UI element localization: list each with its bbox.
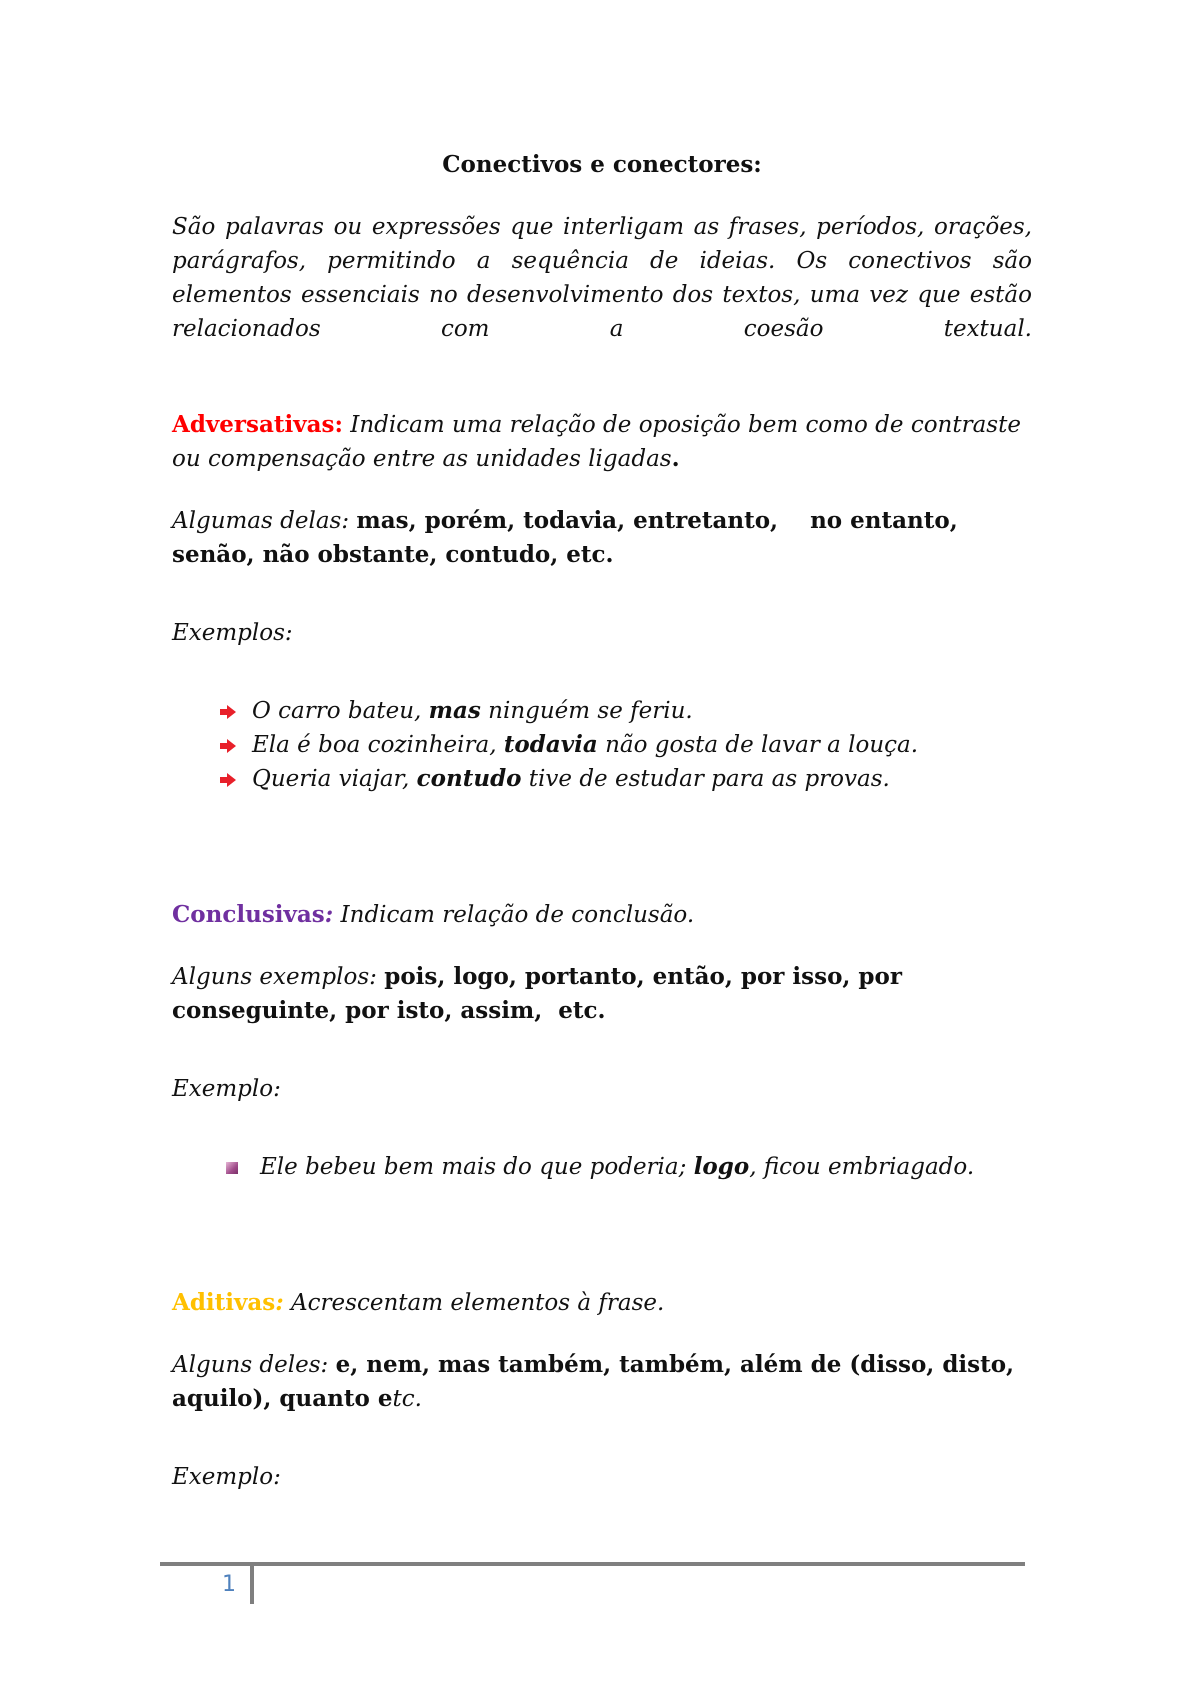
conclusivas-list: pois, logo, portanto, então, por isso, por conseguinte, por isto, assim, etc. xyxy=(172,963,910,1024)
example-after: ninguém se feriu. xyxy=(480,698,693,724)
aditivas-list-paragraph xyxy=(172,1348,1032,1416)
example-before: Ela é boa cozinheira, xyxy=(252,732,504,758)
aditivas-list-label: Alguns deles: xyxy=(172,1352,336,1378)
list-item xyxy=(220,694,1032,728)
example-before: Ele bebeu bem mais do que poderia; xyxy=(260,1154,694,1180)
example-keyword: todavia xyxy=(503,731,598,758)
conclusivas-list-label: Alguns exemplos: xyxy=(172,964,385,990)
adversativas-examples-label: Exemplos: xyxy=(172,620,293,646)
adversativas-examples-list xyxy=(220,694,1032,796)
example-keyword: mas xyxy=(428,697,481,724)
aditivas-example-label: Exemplo: xyxy=(172,1464,281,1490)
page-footer xyxy=(160,1562,1025,1604)
conclusivas-definition xyxy=(172,898,1032,932)
list-item xyxy=(220,762,1032,796)
aditivas-colon: : xyxy=(275,1289,284,1316)
page-title: Conectivos e conectores: xyxy=(442,151,762,178)
adversativas-heading: Adversativas: xyxy=(172,411,343,438)
example-before: Queria viajar, xyxy=(252,766,417,792)
example-after: tive de estudar para as provas. xyxy=(521,766,890,792)
conclusivas-list-paragraph xyxy=(172,960,1032,1028)
example-after: , ficou embriagado. xyxy=(749,1154,975,1180)
page-number: 1 xyxy=(222,1572,236,1597)
conclusivas-colon: : xyxy=(324,901,334,928)
red-arrow-icon xyxy=(220,739,236,753)
example-after: não gosta de lavar a louça. xyxy=(597,732,919,758)
adversativas-definition xyxy=(172,408,1032,476)
example-before: O carro bateu, xyxy=(252,698,429,724)
intro-paragraph: São palavras ou expressões que interligam as frases, períodos, orações, parágrafos, permitindo a sequência de ideias. Os conectivos são elementos essenciais no desenvolvimento dos textos, uma vez que estão relacionados com a coesão textual. xyxy=(172,214,1032,342)
aditivas-heading: Aditivas xyxy=(172,1289,276,1316)
example-keyword: contudo xyxy=(416,765,522,792)
conclusivas-description: Indicam relação de conclusão. xyxy=(333,902,695,928)
adversativas-list: mas, porém, todavia, entretanto, no entanto, senão, não obstante, contudo, etc. xyxy=(172,507,966,568)
list-item xyxy=(220,728,1032,762)
aditivas-description: Acrescentam elementos à frase. xyxy=(283,1290,665,1316)
adversativas-description-end: . xyxy=(671,445,680,472)
red-arrow-icon xyxy=(220,773,236,787)
adversativas-description: Indicam uma relação de oposição bem como de contraste ou compensação entre as unidades ligadas xyxy=(172,412,1021,472)
pink-square-icon xyxy=(226,1162,238,1174)
red-arrow-icon xyxy=(220,705,236,719)
conclusivas-examples-list xyxy=(220,1150,1032,1184)
footer-divider xyxy=(250,1566,254,1604)
conclusivas-heading: Conclusivas xyxy=(172,901,325,928)
document-body xyxy=(172,140,1032,1494)
adversativas-list-paragraph xyxy=(172,504,1032,572)
aditivas-definition xyxy=(172,1286,1032,1320)
conclusivas-example-label: Exemplo: xyxy=(172,1076,281,1102)
aditivas-list-tail: tc. xyxy=(392,1386,422,1412)
aditivas-list: e, nem, mas também, também, além de (disso, disto, aquilo), quanto e xyxy=(172,1351,1015,1412)
footer-rule xyxy=(160,1562,1025,1566)
adversativas-list-label: Algumas delas: xyxy=(172,508,357,534)
list-item xyxy=(220,1150,1032,1184)
example-keyword: logo xyxy=(693,1153,750,1180)
